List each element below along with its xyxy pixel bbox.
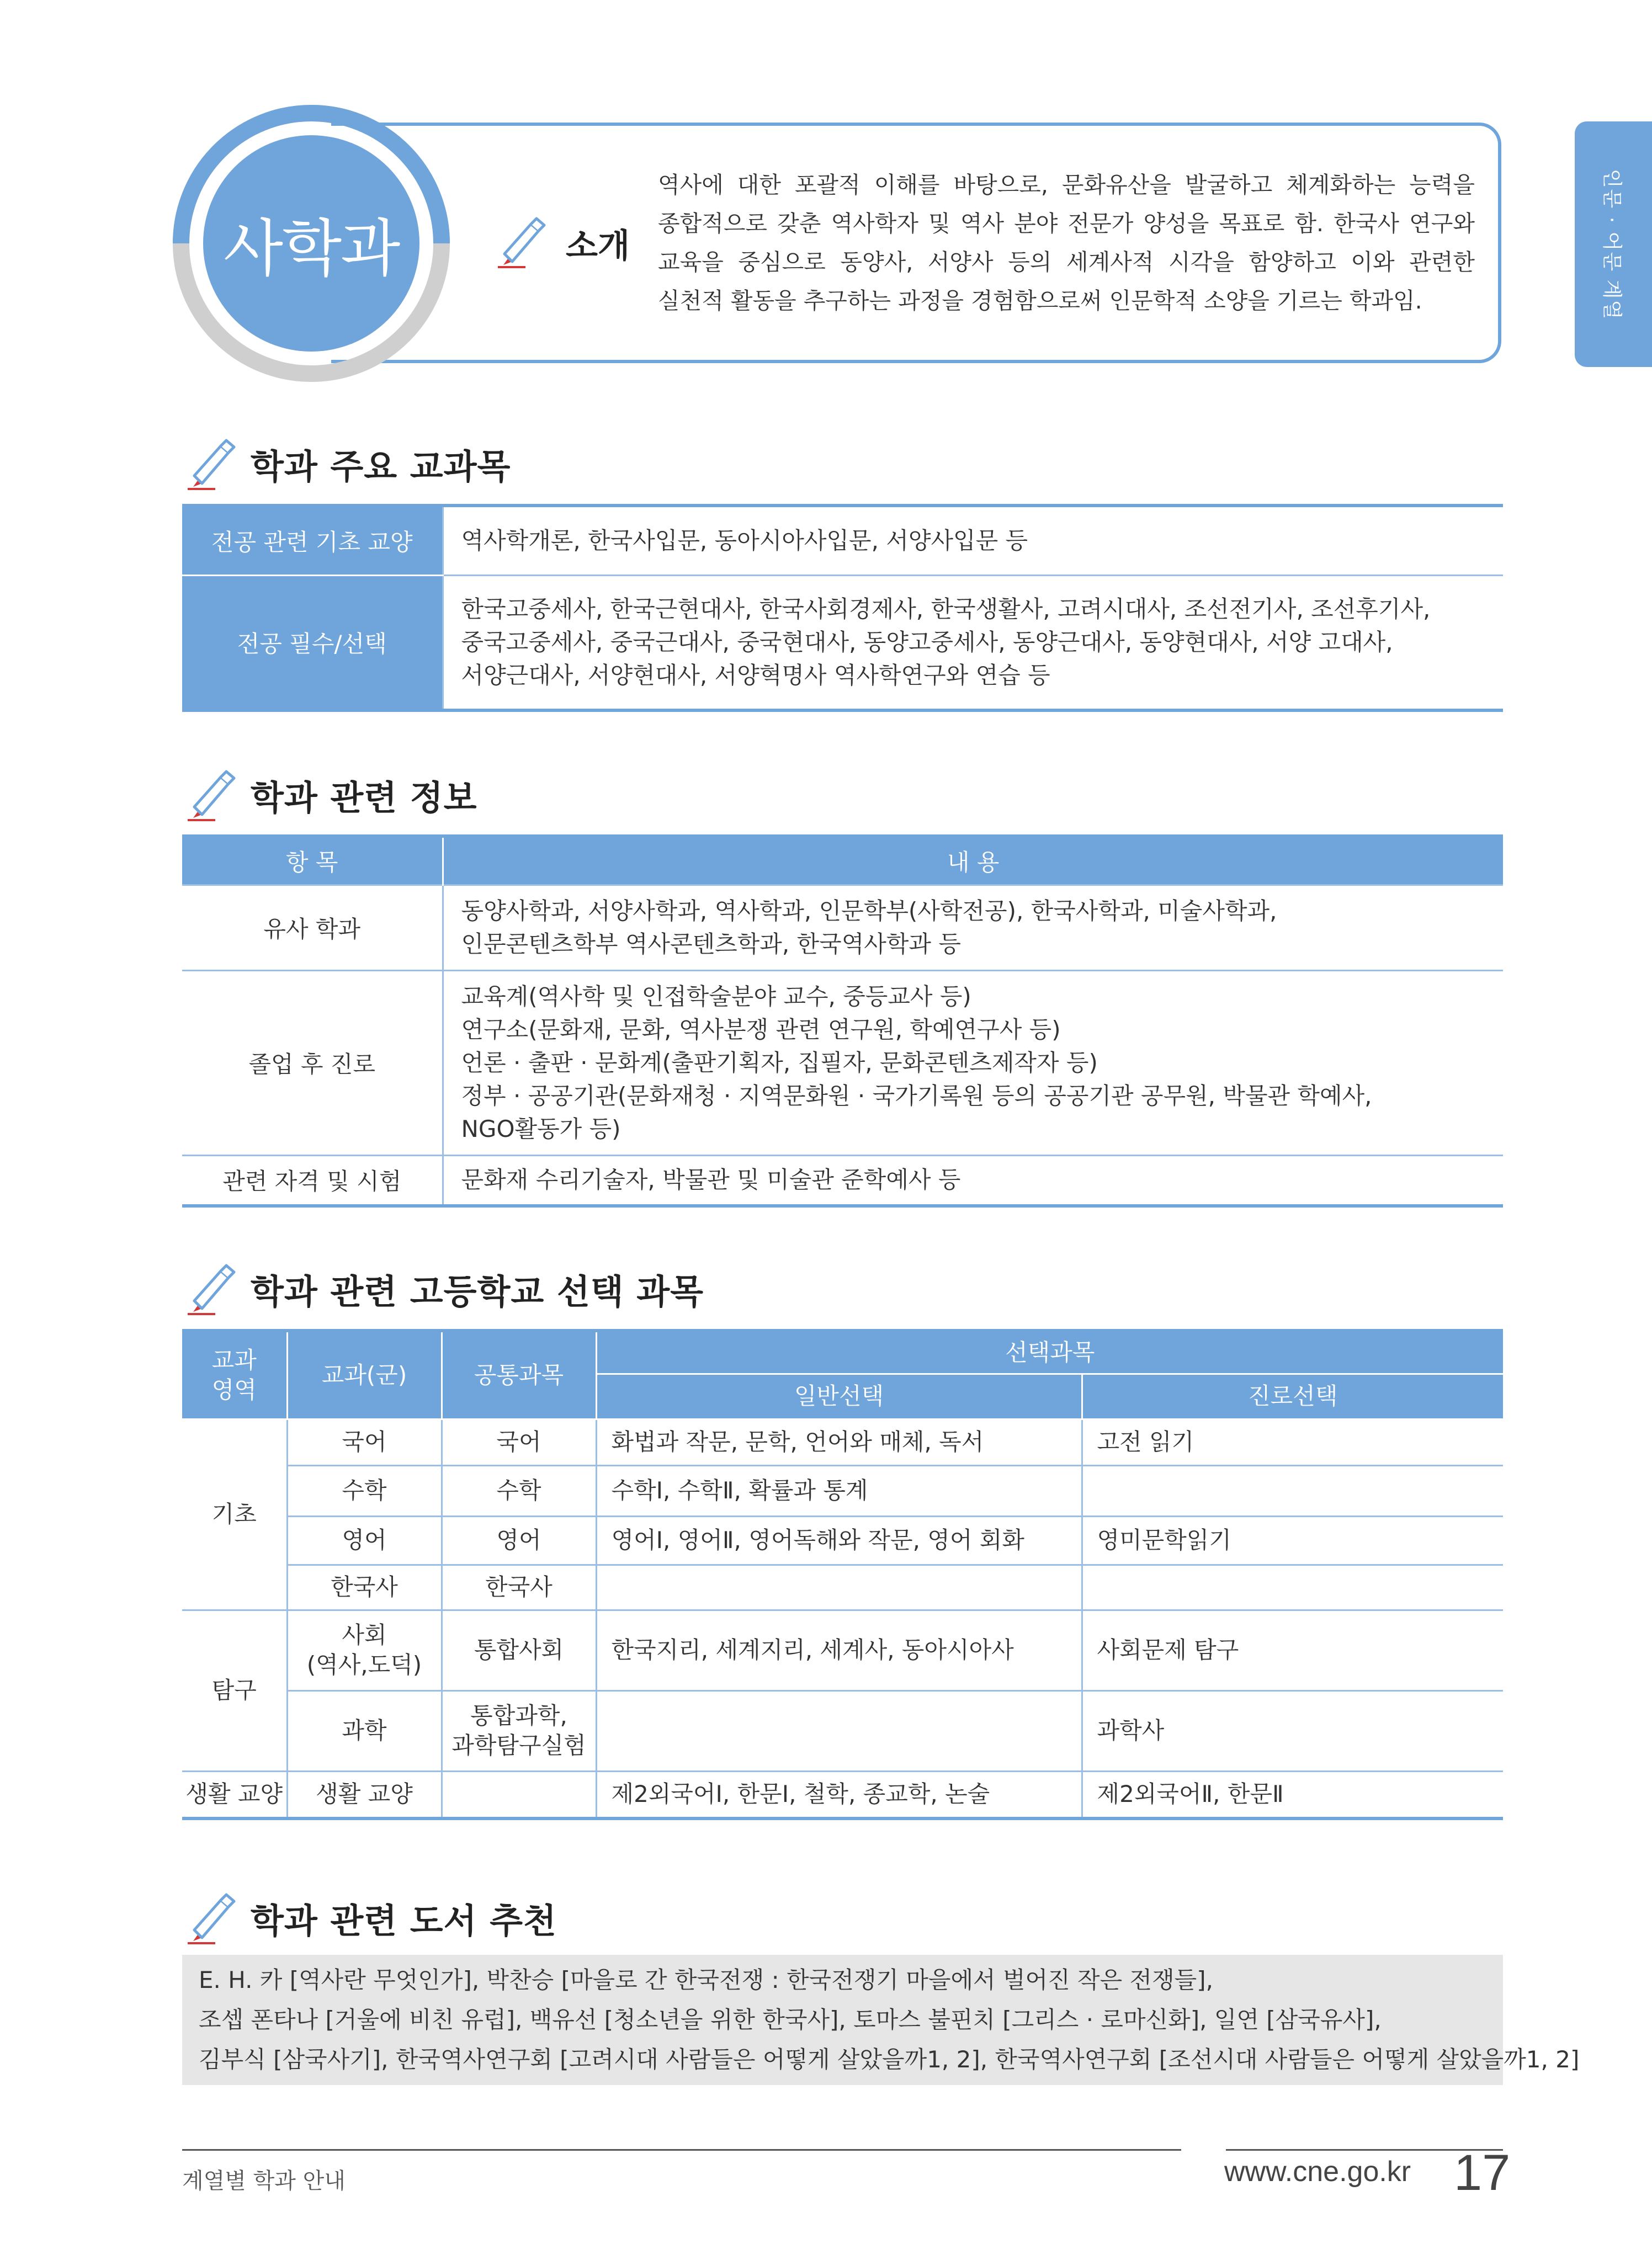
row-line: 교육계(역사학 및 인접학술분야 교수, 중등교사 등) (461, 982, 971, 1010)
table-row (182, 1516, 1503, 1565)
column-header: 일반선택 (596, 1374, 1082, 1419)
table-row (182, 1771, 1503, 1818)
section-title: 학과 관련 정보 (251, 777, 477, 818)
row-content (443, 970, 1503, 1155)
intro-line: 교육을 중심으로 동양사, 서양사 등의 세계사적 시각을 함양하고 이와 관련한 (658, 249, 1475, 275)
page-number: 17 (1454, 2145, 1511, 2201)
row-line: NGO활동가 등) (461, 1115, 621, 1142)
row-label: 전공 필수/선택 (182, 575, 443, 710)
cell-line: 사회 (342, 1621, 387, 1649)
department-circle (203, 135, 419, 352)
column-header: 선택과목 (596, 1331, 1503, 1374)
row-label: 졸업 후 진로 (182, 970, 443, 1155)
category-label: 인문 · 어문 계열 (1600, 168, 1623, 320)
hs-heading (182, 1261, 704, 1316)
book-line: 김부식 [삼국사기], 한국역사연구회 [고려시대 사람들은 어떻게 살았을까1, 2], 한국역사연구회 [조선시대 사람들은 어떻게 살았을까1, 2] (199, 2046, 1580, 2073)
area-cell: 기초 (182, 1419, 287, 1610)
row-content (443, 575, 1503, 710)
row-label: 전공 관련 기초 교양 (182, 506, 443, 575)
career-cell: 과학사 (1082, 1690, 1503, 1771)
table-header-row (182, 836, 1503, 885)
general-cell (596, 1690, 1082, 1771)
common-cell: 영어 (442, 1516, 596, 1565)
department-badge (164, 97, 458, 390)
intro-line: 종합적으로 갖춘 역사학자 및 역사 분야 전문가 양성을 목표로 함. 한국사 연구와 (658, 210, 1475, 237)
intro-description (658, 166, 1475, 320)
career-cell: 영미문학읽기 (1082, 1516, 1503, 1565)
intro-line: 실천적 활동을 추구하는 과정을 경험함으로써 인문학적 소양을 기르는 학과임. (658, 288, 1422, 314)
row-line: 문화재 수리기술자, 박물관 및 미술관 준학예사 등 (461, 1166, 961, 1194)
book-recommendations (182, 1955, 1580, 2085)
table-row (182, 575, 1503, 710)
group-cell: 수학 (287, 1465, 442, 1516)
intro-line: 역사에 대한 포괄적 이해를 바탕으로, 문화유산을 발굴하고 체계화하는 능력을 (658, 172, 1475, 198)
info-heading (182, 767, 477, 822)
table-row (182, 1610, 1503, 1690)
department-title: 사학과 (223, 212, 400, 285)
career-cell: 고전 읽기 (1082, 1419, 1503, 1465)
career-cell (1082, 1465, 1503, 1516)
career-cell (1082, 1565, 1503, 1610)
book-line: E. H. 카 [역사란 무엇인가], 박찬승 [마을로 간 한국전쟁 : 한국전쟁기 마을에서 벌어진 작은 전쟁들], (199, 1966, 1213, 1993)
common-cell (442, 1771, 596, 1818)
common-cell (442, 1690, 596, 1771)
row-line: 중국고중세사, 중국근대사, 중국현대사, 동양고중세사, 동양근대사, 동양현대사, 서양 고대사, (461, 628, 1393, 656)
general-cell: 영어Ⅰ, 영어Ⅱ, 영어독해와 작문, 영어 회화 (596, 1516, 1082, 1565)
table-header-row (182, 1331, 1503, 1374)
books-heading (182, 1890, 557, 1945)
header-line: 교과 (211, 1346, 257, 1374)
common-cell: 국어 (442, 1419, 596, 1465)
column-header: 항 목 (182, 836, 443, 885)
row-line: 서양근대사, 서양현대사, 서양혁명사 역사학연구와 연습 등 (461, 661, 1050, 689)
cell-line: 통합과학, (470, 1702, 567, 1729)
column-header: 공통과목 (442, 1331, 596, 1419)
intro-label: 소개 (566, 227, 630, 265)
row-label: 관련 자격 및 시험 (182, 1155, 443, 1206)
table-row (182, 1419, 1503, 1465)
pencil-icon (182, 1261, 237, 1316)
table-row (182, 970, 1503, 1155)
area-cell: 생활 교양 (182, 1771, 287, 1818)
footer-title: 계열별 학과 안내 (182, 2168, 346, 2194)
group-cell (287, 1610, 442, 1690)
row-line: 연구소(문화재, 문화, 역사분쟁 관련 연구원, 학예연구사 등) (461, 1015, 1061, 1043)
cell-line: 과학탐구실험 (451, 1732, 586, 1759)
table-row (182, 1690, 1503, 1771)
table-row (182, 506, 1503, 575)
general-cell: 한국지리, 세계지리, 세계사, 동아시아사 (596, 1610, 1082, 1690)
row-content (443, 1155, 1503, 1206)
common-cell: 한국사 (442, 1565, 596, 1610)
common-cell: 통합사회 (442, 1610, 596, 1690)
cell-line: (역사,도덕) (306, 1651, 422, 1678)
column-header-area (182, 1331, 287, 1419)
section-title: 학과 관련 도서 추천 (251, 1900, 557, 1941)
pencil-icon (182, 1890, 237, 1945)
table-row (182, 1565, 1503, 1610)
hs-subjects-table (182, 1329, 1503, 1820)
area-cell: 탐구 (182, 1610, 287, 1771)
career-cell: 사회문제 탐구 (1082, 1610, 1503, 1690)
group-cell: 한국사 (287, 1565, 442, 1610)
group-cell: 국어 (287, 1419, 442, 1465)
general-cell: 화법과 작문, 문학, 언어와 매체, 독서 (596, 1419, 1082, 1465)
section-title: 학과 주요 교과목 (251, 446, 511, 487)
group-cell: 과학 (287, 1690, 442, 1771)
row-line: 한국고중세사, 한국근현대사, 한국사회경제사, 한국생활사, 고려시대사, 조선전기사, 조선후기사, (461, 595, 1431, 623)
category-side-tab (1575, 121, 1652, 367)
row-line: 역사학개론, 한국사입문, 동아시아사입문, 서양사입문 등 (461, 527, 1028, 554)
group-cell: 영어 (287, 1516, 442, 1565)
general-cell (596, 1565, 1082, 1610)
section-title: 학과 관련 고등학교 선택 과목 (251, 1271, 704, 1312)
pencil-icon (182, 767, 237, 822)
header-line: 영역 (211, 1376, 257, 1403)
group-cell: 생활 교양 (287, 1771, 442, 1818)
row-line: 동양사학과, 서양사학과, 역사학과, 인문학부(사학전공), 한국사학과, 미술사학과, (461, 897, 1277, 924)
row-content (443, 885, 1503, 970)
footer-divider (182, 2149, 1181, 2151)
pencil-icon (492, 214, 548, 272)
courses-heading (182, 436, 511, 491)
row-label: 유사 학과 (182, 885, 443, 970)
pencil-icon (182, 436, 237, 491)
info-table (182, 834, 1503, 1208)
book-line: 조셉 폰타나 [거울에 비친 유럽], 백유선 [청소년을 위한 한국사], 토마스 불핀치 [그리스 · 로마신화], 일연 [삼국유사], (199, 2006, 1382, 2033)
general-cell: 제2외국어Ⅰ, 한문Ⅰ, 철학, 종교학, 논술 (596, 1771, 1082, 1818)
common-cell: 수학 (442, 1465, 596, 1516)
row-line: 인문콘텐츠학부 역사콘텐츠학과, 한국역사학과 등 (461, 930, 961, 958)
row-content (443, 506, 1503, 575)
column-header: 내 용 (443, 836, 1503, 885)
row-line: 정부 · 공공기관(문화재청 · 지역문화원 · 국가기록원 등의 공공기관 공무원, 박물관 학예사, (461, 1082, 1372, 1109)
general-cell: 수학Ⅰ, 수학Ⅱ, 확률과 통계 (596, 1465, 1082, 1516)
table-row (182, 1465, 1503, 1516)
row-line: 언론 · 출판 · 문화계(출판기획자, 집필자, 문화콘텐츠제작자 등) (461, 1049, 1098, 1076)
career-cell: 제2외국어Ⅱ, 한문Ⅱ (1082, 1771, 1503, 1818)
column-header: 진로선택 (1082, 1374, 1503, 1419)
column-header: 교과(군) (287, 1331, 442, 1419)
footer-url[interactable]: www.cne.go.kr (1224, 2156, 1411, 2188)
table-row (182, 1155, 1503, 1206)
table-row (182, 885, 1503, 970)
courses-table (182, 504, 1503, 712)
